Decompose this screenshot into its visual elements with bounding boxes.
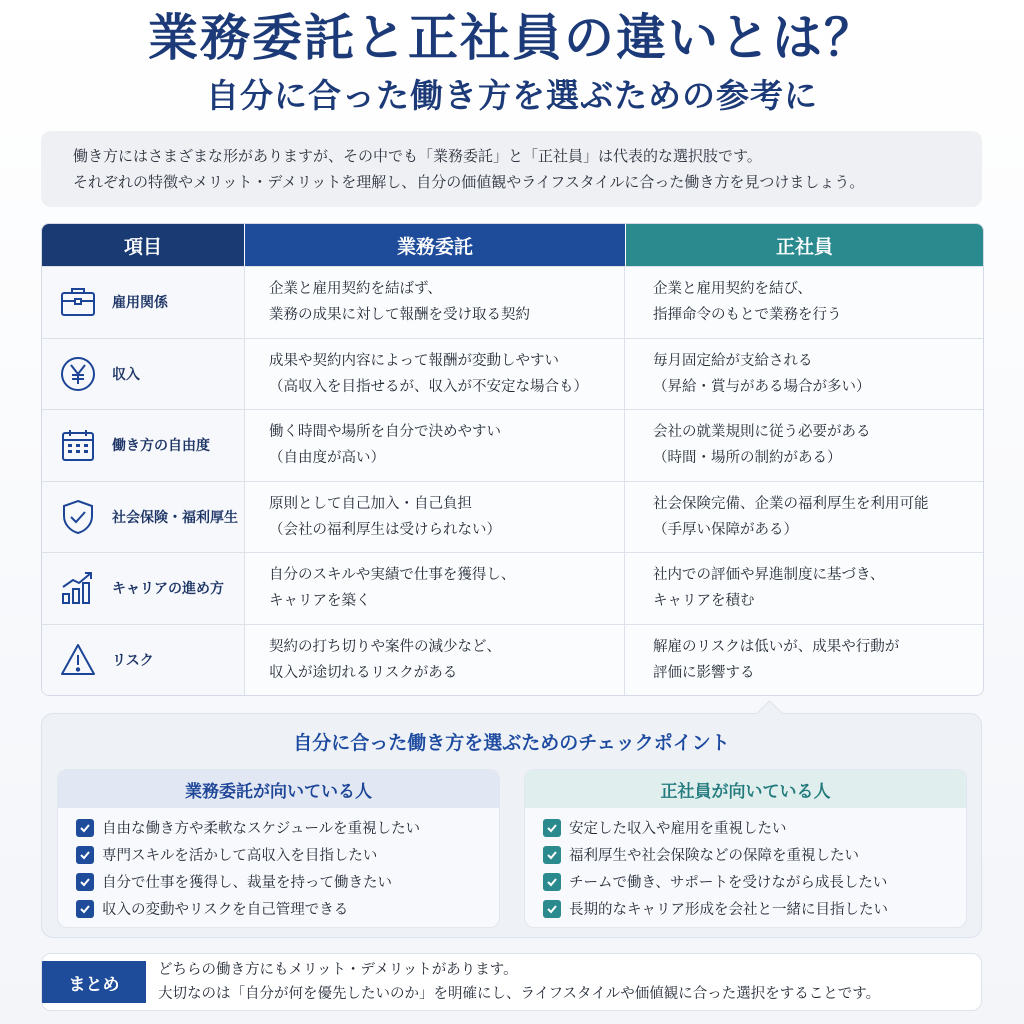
card-heading: 業務委託が向いている人 [58,770,499,808]
warning-icon [58,640,98,680]
row-label: 雇用関係 [112,295,168,312]
row-label: 働き方の自由度 [112,438,210,455]
checkbox-checked-icon [543,873,561,891]
checkbox-checked-icon [76,900,94,918]
row-label-cell [42,482,244,553]
checklist-text: 福利厚生や社会保険などの保障を重視したい [569,848,859,864]
checklist-item [76,868,499,895]
contract-cell [244,482,624,553]
checklist-text: 自分で仕事を獲得し、裁量を持って働きたい [102,875,392,891]
cell-line: 社内での評価や昇進制度に基づき、 [653,567,885,584]
checklist [525,808,966,922]
summary-text [158,958,880,1006]
checklist-text: 収入の変動やリスクを自己管理できる [102,902,349,918]
cell-line: （時間・場所の制約がある） [653,450,842,467]
contract-cell [244,410,624,481]
shield-check-icon [58,497,98,537]
checklist-text: 長期的なキャリア形成を会社と一緒に目指したい [569,902,888,918]
cell-line: 契約の打ち切りや案件の減少など、 [269,638,501,655]
yen-icon [58,354,98,394]
table-row [42,481,983,553]
checkpoint-title: 自分に合った働き方を選ぶためのチェックポイント [293,732,730,754]
cell-line: 企業と雇用契約を結び、 [653,281,812,298]
contract-cell [244,267,624,338]
cell-line: 原則として自己加入・自己負担 [269,495,472,512]
table-row [42,624,983,696]
cell-line: 会社の就業規則に従う必要がある [653,424,871,441]
checkbox-checked-icon [76,819,94,837]
employee-cell [624,482,983,553]
growth-chart-icon [58,568,98,608]
cell-line: 評価に影響する [653,664,755,681]
cell-line: （高収入を目指せるが、収入が不安定な場合も） [269,378,588,395]
comparison-table [41,223,984,696]
cell-line: （手厚い保障がある） [653,521,798,538]
row-label: 収入 [112,366,140,383]
cell-line: 業務の成果に対して報酬を受け取る契約 [269,307,530,324]
checklist-item [76,841,499,868]
row-label-cell [42,625,244,696]
checkbox-checked-icon [543,846,561,864]
row-label-cell [42,410,244,481]
checklist-text: 専門スキルを活かして高収入を目指したい [102,848,378,864]
table-row [42,266,983,338]
contract-cell [244,625,624,696]
row-label: キャリアの進め方 [112,581,224,598]
table-row [42,409,983,481]
contract-suited-card [57,769,500,928]
card-heading: 正社員が向いている人 [525,770,966,808]
row-label: リスク [112,652,154,669]
cell-line: キャリアを築く [269,593,371,610]
employee-cell [624,625,983,696]
intro-line: 働き方にはさまざまな形がありますが、その中でも「業務委託」と「正社員」は代表的な選択肢です。 [73,147,762,165]
cell-line: （昇給・賞与がある場合が多い） [653,378,871,395]
checklist-item [76,814,499,841]
page-subtitle: 自分に合った働き方を選ぶための参考に [206,76,818,115]
employee-cell [624,410,983,481]
cell-line: 企業と雇用契約を結ばず、 [269,281,442,298]
checkbox-checked-icon [76,873,94,891]
cell-line: 社会保険完備、企業の福利厚生を利用可能 [653,495,929,512]
row-label-cell [42,267,244,338]
cell-line: 指揮命令のもとで業務を行う [653,307,842,324]
briefcase-icon [58,282,98,322]
intro-line: それぞれの特徴やメリット・デメリットを理解し、自分の価値観やライフスタイルに合った働き方を見つけましょう。 [73,173,865,191]
checklist-text: 自由な働き方や柔軟なスケジュールを重視したい [102,821,421,837]
page-title: 業務委託と正社員の違いとは？ [148,9,876,67]
cell-line: （会社の福利厚生は受けられない） [269,521,501,538]
row-label-cell [42,339,244,410]
cell-line: 自分のスキルや実績で仕事を獲得し、 [269,567,516,584]
checkbox-checked-icon [76,846,94,864]
contract-cell [244,553,624,624]
cell-line: 働く時間や場所を自分で決めやすい [269,424,501,441]
employee-cell [624,553,983,624]
summary-box [41,953,982,1011]
row-label: 社会保険・福利厚生 [112,509,238,526]
checkbox-checked-icon [543,900,561,918]
checkbox-checked-icon [543,819,561,837]
cell-line: 成果や契約内容によって報酬が変動しやすい [269,352,559,369]
checklist-item [543,868,966,895]
cell-line: 毎月固定給が支給される [653,352,813,369]
employee-cell [624,267,983,338]
cell-line: 解雇のリスクは低いが、成果や行動が [653,638,900,655]
cell-line: （自由度が高い） [269,450,385,467]
calendar-icon [58,425,98,465]
row-label-cell [42,553,244,624]
checklist [58,808,499,922]
summary-line: 大切なのは「自分が何を優先したいのか」を明確にし、ライフスタイルや価値観に合った選択をすることです。 [158,986,881,1002]
table-header [42,224,983,266]
cell-line: キャリアを積む [653,593,755,610]
table-row [42,552,983,624]
checklist-item [543,841,966,868]
header-employee: 正社員 [625,224,983,266]
checklist-text: チームで働き、サポートを受けながら成長したい [569,875,888,891]
cell-line: 収入が途切れるリスクがある [269,664,458,681]
employee-cell [624,339,983,410]
header-item: 項目 [42,224,244,266]
employee-suited-card [524,769,967,928]
checklist-item [543,814,966,841]
intro-box [41,131,982,207]
checklist-text: 安定した収入や雇用を重視したい [569,821,787,837]
summary-tag: まとめ [42,961,146,1003]
contract-cell [244,339,624,410]
checklist-item [543,895,966,922]
checklist-item [76,895,499,922]
header-contract: 業務委託 [244,224,625,266]
table-row [42,338,983,410]
summary-line: どちらの働き方にもメリット・デメリットがあります。 [158,962,518,978]
